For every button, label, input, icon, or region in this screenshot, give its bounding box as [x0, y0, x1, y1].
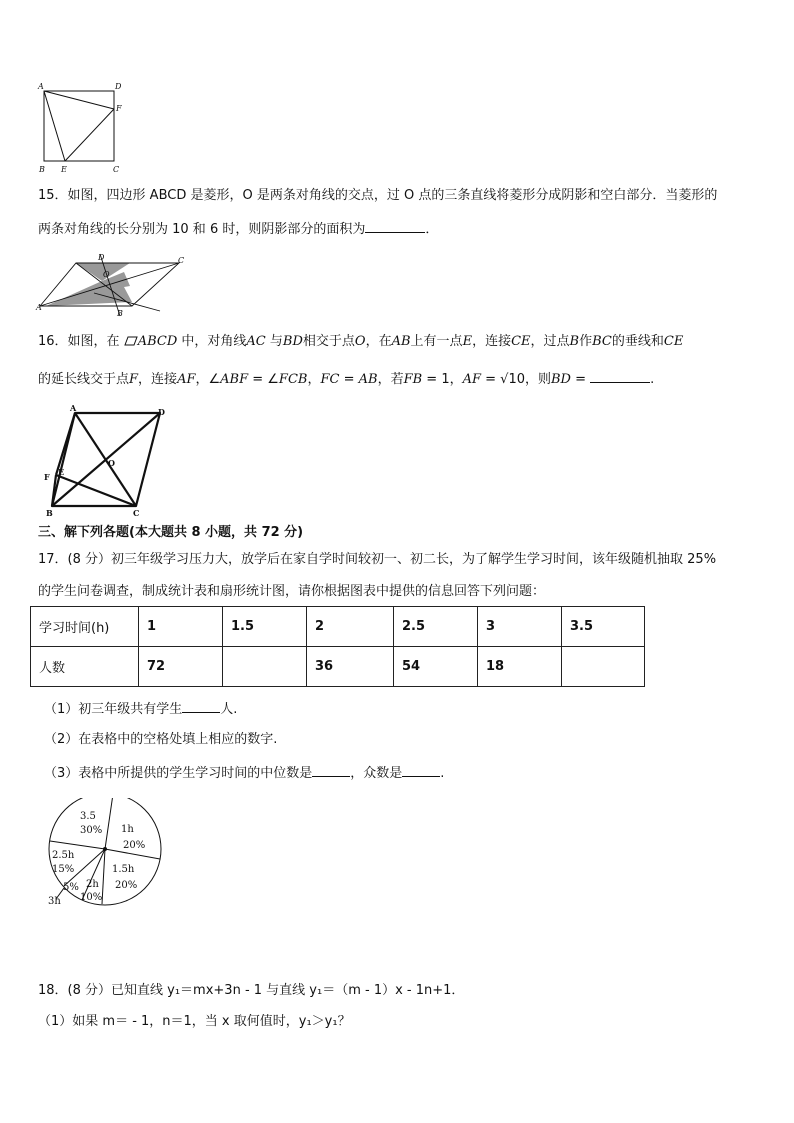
q16-text: 中，对角线	[181, 334, 247, 349]
q17-text: 人.	[220, 702, 238, 717]
var-ce: CE	[511, 334, 531, 349]
table-cell: 1.5	[223, 607, 307, 647]
pie-chart	[40, 798, 170, 910]
label-b: B	[117, 309, 123, 318]
pie-label: 1h	[121, 824, 134, 835]
q16-text: 上有一点	[410, 334, 463, 349]
q17-sub1	[44, 699, 237, 719]
q16-line2	[38, 369, 654, 389]
pie-label: 5%	[63, 882, 79, 893]
parallelogram-icon	[124, 336, 138, 346]
label-d: D	[158, 407, 165, 417]
var-ce: CE	[663, 334, 684, 349]
answer-blank[interactable]	[182, 699, 220, 713]
table-cell: 2.5	[394, 607, 478, 647]
table-cell: 1	[139, 607, 223, 647]
q16-text: = √10，则	[481, 372, 551, 387]
q16-text: = ∠	[248, 372, 279, 387]
var-fcb: FCB	[278, 372, 308, 387]
var-e: E	[462, 334, 473, 349]
label-d: D	[98, 253, 105, 262]
table-cell-blank[interactable]	[223, 647, 307, 687]
label-e: E	[61, 165, 67, 174]
q16-line1	[38, 333, 683, 351]
pie-label: 2.5h	[52, 850, 75, 861]
figure-q14	[34, 80, 134, 175]
table-cell: 3.5	[562, 607, 645, 647]
q16-text: =	[339, 372, 359, 387]
label-c: C	[178, 256, 185, 265]
pie-label: 15%	[52, 864, 75, 875]
q17-sub2: （2）在表格中的空格处填上相应的数字.	[44, 732, 278, 747]
q15-line2	[38, 219, 438, 239]
pie-label: 30%	[80, 825, 103, 836]
label-f: F	[44, 472, 50, 482]
var-fb: FB	[403, 372, 423, 387]
figure-q15	[34, 250, 194, 318]
var-bc: BC	[592, 334, 612, 349]
label-b: B	[46, 508, 53, 518]
q16-text: 相交于点	[302, 334, 355, 349]
figure-q16	[40, 403, 175, 518]
table-cell: 3	[478, 607, 562, 647]
q16-text: ，连接	[472, 334, 512, 349]
label-e: E	[58, 467, 65, 477]
q16-text: ，∠	[195, 372, 221, 387]
pie-label: 20%	[123, 840, 146, 851]
q16-text: 与	[269, 334, 283, 349]
var-abf: ABF	[220, 372, 249, 387]
q15-end: ．	[425, 222, 439, 237]
label-a: A	[70, 403, 77, 413]
q17-text: （3）表格中所提供的学生学习时间的中位数是	[44, 766, 313, 781]
q17-line1: 17．(8 分）初三年级学习压力大，放学后在家自学时间较初一、初二长，为了解学生学习时间，该年级随机抽取 25%	[38, 552, 717, 567]
q17-text: ，众数是	[350, 766, 403, 781]
q15-line1: 15．如图，四边形 ABCD 是菱形，O 是两条对角线的交点，过 O 点的三条直线将菱形分成阴影和空白部分．当菱形的	[38, 188, 718, 203]
pie-label: 3h	[48, 896, 61, 907]
q16-text: 的垂线和	[611, 334, 664, 349]
pie-label: 20%	[115, 880, 138, 891]
section-heading: 三、解下列各题(本大题共 8 小题，共 72 分)	[38, 525, 304, 540]
table-header-cell: 学习时间(h)	[31, 607, 139, 647]
table-cell: 72	[139, 647, 223, 687]
pie-label: 1.5h	[112, 864, 135, 875]
q16-text: ，在	[365, 334, 392, 349]
var-ac: AC	[246, 334, 266, 349]
label-a: A	[38, 82, 44, 91]
q16-text: ，若	[377, 372, 404, 387]
q18-line1: 18．(8 分）已知直线 y₁＝mx+3n - 1 与直线 y₁＝（m - 1）x - 1n+1．	[38, 983, 465, 998]
q16-text: 的延长线交于点	[38, 372, 130, 387]
table-row	[31, 647, 645, 687]
q16-text: =	[570, 372, 591, 387]
label-c: C	[133, 508, 140, 518]
label-f: F	[116, 104, 122, 113]
q17-sub3	[44, 763, 444, 783]
var-af: AF	[462, 372, 482, 387]
table-cell: 54	[394, 647, 478, 687]
answer-blank[interactable]	[312, 763, 350, 777]
label-o: O	[108, 458, 115, 468]
var-ab: AB	[358, 372, 378, 387]
var-ab: AB	[391, 334, 411, 349]
label-a: A	[36, 303, 42, 312]
q17-line2: 的学生问卷调查，制成统计表和扇形统计图，请你根据图表中提供的信息回答下列问题：	[38, 584, 546, 599]
q17-text: .	[440, 766, 445, 781]
table-row	[31, 607, 645, 647]
var-f: F	[129, 372, 139, 387]
table-cell: 36	[307, 647, 394, 687]
label-d: D	[115, 82, 122, 91]
var-bd: BD	[282, 334, 303, 349]
var-fc: FC	[320, 372, 340, 387]
pie-label: 10%	[80, 892, 103, 903]
label-b: B	[39, 165, 45, 174]
var-o: O	[354, 334, 366, 349]
q16-text: = 1，	[422, 372, 463, 387]
q16-end: .	[650, 372, 655, 387]
var-bd: BD	[551, 372, 571, 387]
table-header-cell: 人数	[31, 647, 139, 687]
label-c: C	[113, 165, 120, 174]
pie-label: 2h	[86, 879, 99, 890]
answer-blank[interactable]	[590, 369, 650, 383]
answer-blank[interactable]	[365, 219, 425, 233]
var-abcd: ABCD	[137, 334, 178, 349]
q15-text: 两条对角线的长分别为 10 和 6 时，则阴影部分的面积为	[38, 222, 366, 237]
label-o: O	[103, 270, 110, 279]
table-cell: 18	[478, 647, 562, 687]
q16-text: 作	[579, 334, 593, 349]
answer-blank[interactable]	[402, 763, 440, 777]
q17-text: （1）初三年级共有学生	[44, 702, 183, 717]
stats-table	[30, 606, 645, 687]
table-cell: 2	[307, 607, 394, 647]
q16-text: ，	[307, 372, 321, 387]
pie-label: 3.5	[80, 811, 96, 822]
q16-text: ，过点	[530, 334, 570, 349]
q16-text: 16．如图，在	[38, 334, 120, 349]
var-af: AF	[177, 372, 196, 387]
var-b: B	[569, 334, 580, 349]
table-cell-blank[interactable]	[562, 647, 645, 687]
q16-text: ，连接	[138, 372, 178, 387]
q18-line2: （1）如果 m＝ - 1，n＝1，当 x 取何值时，y₁＞y₁？	[38, 1014, 351, 1029]
